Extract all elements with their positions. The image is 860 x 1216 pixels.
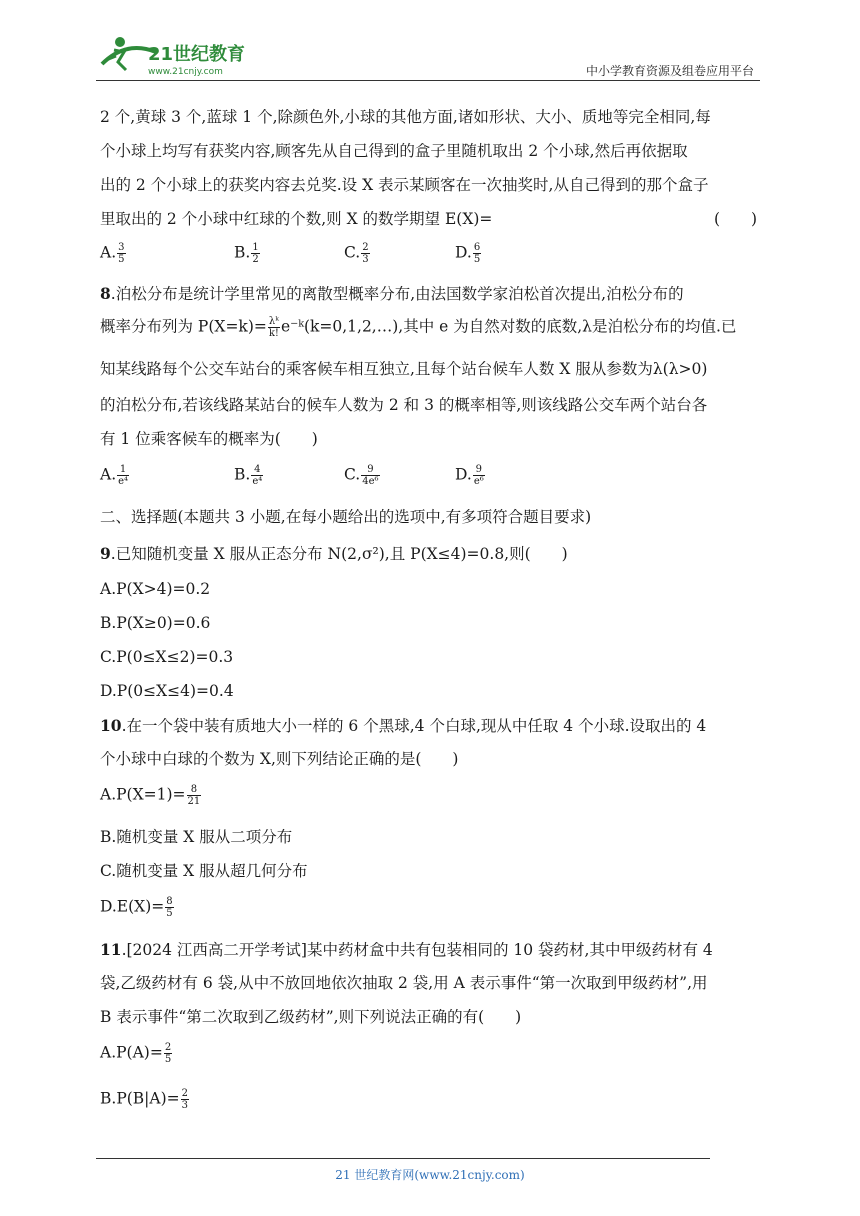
- q11-line3: B 表示事件“第二次取到乙级药材”,则下列说法正确的有( ): [100, 1008, 522, 1026]
- q7-line2: 个小球上均写有获奖内容,顾客先从自己得到的盒子里随机取出 2 个小球,然后再依据取: [100, 142, 688, 160]
- q7-option-a[interactable]: A. $\frac{3}{5}$: [100, 242, 125, 265]
- q8-option-b[interactable]: B. $\frac{4}{\text{e⁴}}$: [234, 464, 263, 487]
- footer-divider: [96, 1158, 710, 1159]
- q10-option-b[interactable]: B.随机变量 X 服从二项分布: [100, 828, 293, 846]
- logo-url: www.21cnjy.com: [148, 67, 223, 77]
- q8-line4: 的泊松分布,若该线路某站台的候车人数为 2 和 3 的概率相等,则该线路公交车两个站台各: [100, 396, 708, 414]
- header-platform-text: 中小学教育资源及组卷应用平台: [585, 64, 754, 78]
- header-divider: [96, 80, 760, 81]
- q8-line5: 有 1 位乘客候车的概率为( ): [100, 430, 318, 448]
- q11-line2: 袋,乙级药材有 6 袋,从中不放回地依次抽取 2 袋,用 A 表示事件“第一次取到甲级药材”,用: [100, 974, 708, 992]
- logo-text: 21世纪教育: [148, 44, 246, 65]
- q11-option-b[interactable]: B.P(B|A)= $\frac{2}{3}$: [100, 1088, 189, 1111]
- q10-option-c[interactable]: C.随机变量 X 服从超几何分布: [100, 862, 308, 880]
- q7-option-b[interactable]: B. $\frac{1}{2}$: [234, 242, 259, 265]
- q8-option-a[interactable]: A. $\frac{1}{\text{e⁴}}$: [100, 464, 129, 487]
- q8-line2: 概率分布列为 P(X=k)= $\frac{\text{λᵏ}}{k!}$ e⁻ᵏ(k=0,1,2,…),其中 e 为自然对数的底数,λ是泊松分布的均值.已: [100, 316, 737, 339]
- q9-option-b[interactable]: B.P(X≥0)=0.6: [100, 614, 211, 632]
- q7-line3: 出的 2 个小球上的获奖内容去兑奖.设 X 表示某顾客在一次抽奖时,从自己得到的那个盒子: [100, 176, 709, 194]
- footer-text[interactable]: 21 世纪教育网(www.21cnjy.com): [335, 1168, 525, 1182]
- q7-line4: 里取出的 2 个小球中红球的个数,则 X 的数学期望 E(X)=: [100, 210, 493, 228]
- q9-option-c[interactable]: C.P(0≤X≤2)=0.3: [100, 648, 234, 666]
- q8-option-d[interactable]: D. $\frac{9}{\text{e⁶}}$: [455, 464, 484, 487]
- q10-option-a[interactable]: A.P(X=1)= $\frac{8}{21}$: [100, 784, 201, 807]
- q10-option-d[interactable]: D.E(X)= $\frac{8}{5}$: [100, 896, 173, 919]
- q7-option-d[interactable]: D. $\frac{6}{5}$: [455, 242, 481, 265]
- q7-line1: 2 个,黄球 3 个,蓝球 1 个,除颜色外,小球的其他方面,诸如形状、大小、质地等完全相同,每: [100, 108, 711, 126]
- q11-option-a[interactable]: A.P(A)= $\frac{2}{5}$: [100, 1042, 172, 1065]
- q9-option-a[interactable]: A.P(X>4)=0.2: [100, 580, 211, 598]
- q7-answer-paren: ( ): [714, 210, 758, 228]
- q9-option-d[interactable]: D.P(0≤X≤4)=0.4: [100, 682, 234, 700]
- q8-line1: 8.泊松分布是统计学里常见的离散型概率分布,由法国数学家泊松首次提出,泊松分布的: [100, 284, 684, 303]
- q9-stem: 9.已知随机变量 X 服从正态分布 N(2,σ²),且 P(X≤4)=0.8,则( ): [100, 544, 568, 563]
- page-header: [96, 30, 760, 80]
- q8-line3: 知某线路每个公交车站台的乘客候车相互独立,且每个站台候车人数 X 服从参数为λ(λ>0): [100, 360, 708, 378]
- q11-line1: 11.[2024 江西高二开学考试]某中药材盒中共有包装相同的 10 袋药材,其中甲级药材有 4: [100, 940, 713, 959]
- q7-option-c[interactable]: C. $\frac{2}{3}$: [344, 242, 369, 265]
- q10-line1: 10.在一个袋中装有质地大小一样的 6 个黑球,4 个白球,现从中任取 4 个小球.设取出的 4: [100, 716, 707, 735]
- q8-option-c[interactable]: C. $\frac{9}{\text{4e⁶}}$: [344, 464, 379, 487]
- section-2-heading: 二、选择题(本题共 3 小题,在每小题给出的选项中,有多项符合题目要求): [100, 508, 592, 526]
- q10-line2: 个小球中白球的个数为 X,则下列结论正确的是( ): [100, 750, 459, 768]
- logo-icon: [96, 34, 266, 78]
